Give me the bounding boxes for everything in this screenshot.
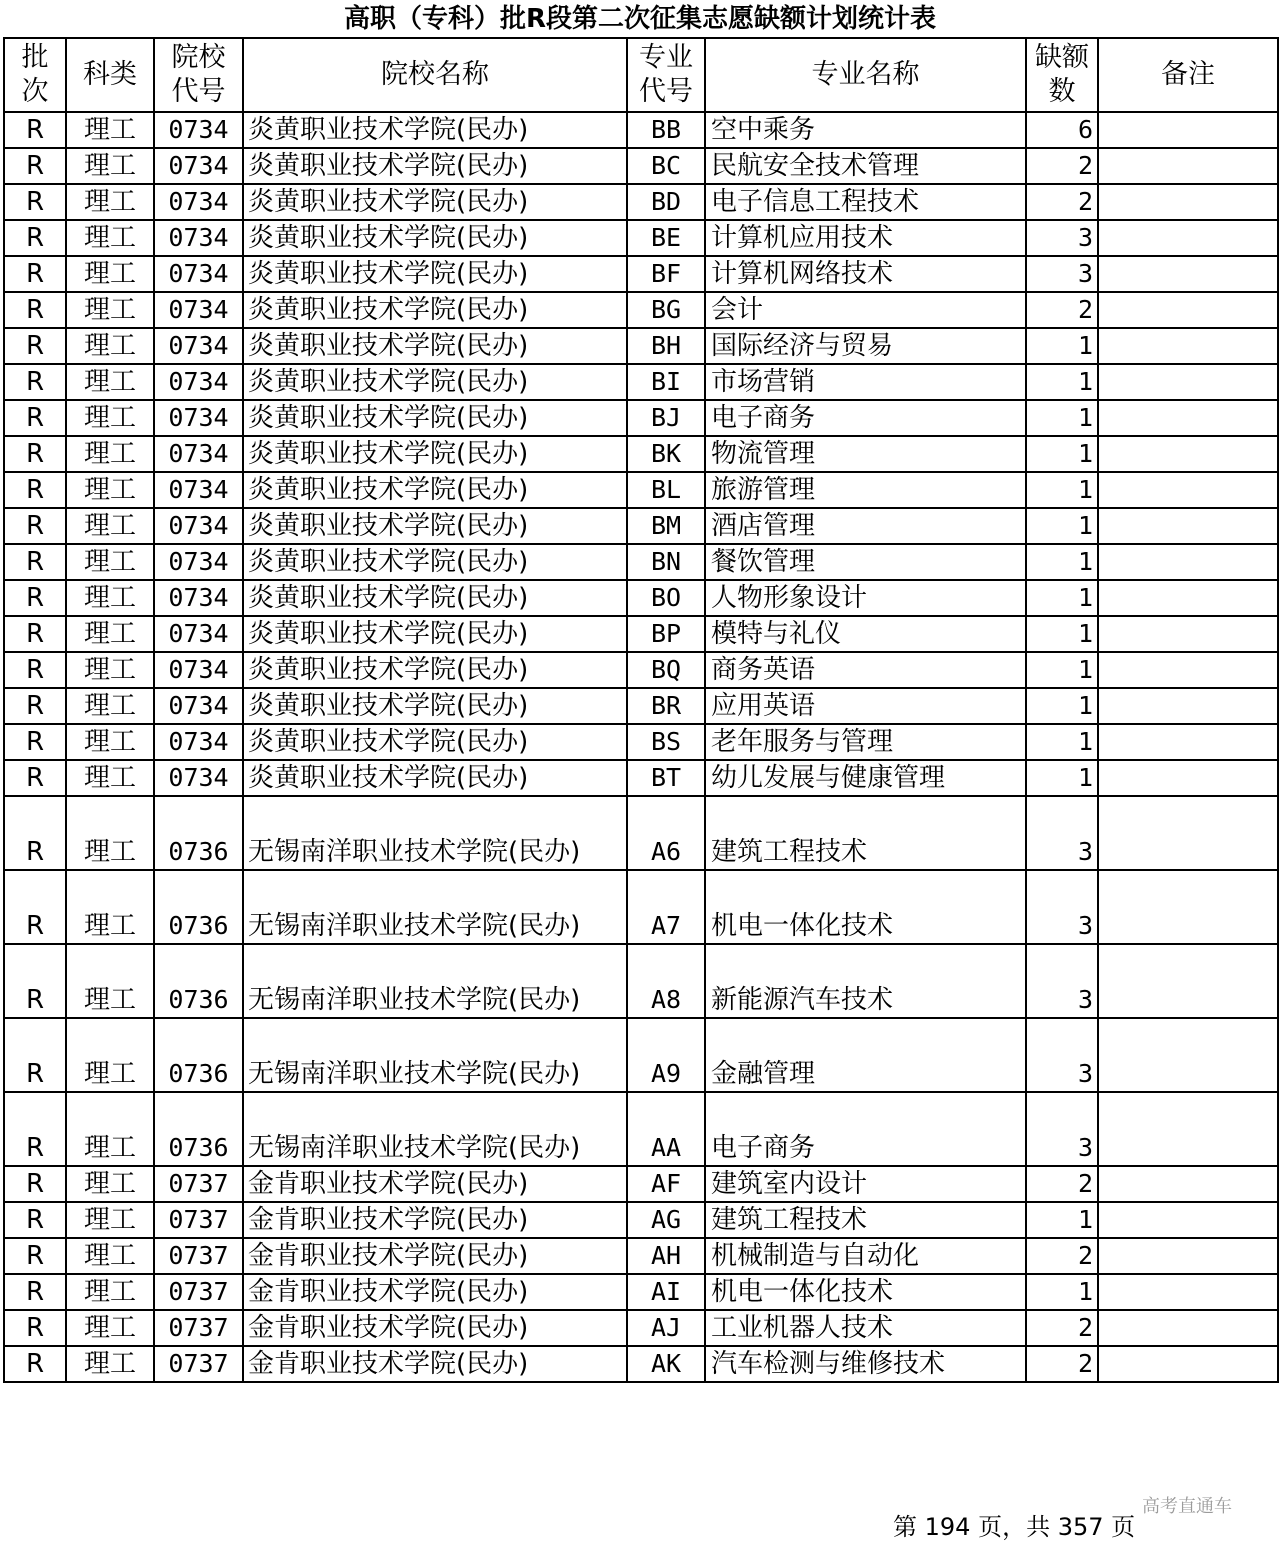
cell-major-code: A7 [627,870,705,944]
cell-remark [1098,1202,1278,1238]
cell-vacancy: 3 [1026,1092,1098,1166]
cell-vacancy: 3 [1026,796,1098,870]
cell-category: 理工 [66,1238,154,1274]
cell-major-code: BP [627,616,705,652]
table-row [4,1092,1278,1166]
cell-vacancy: 1 [1026,472,1098,508]
table-row [4,184,1278,220]
cell-major-name: 商务英语 [705,652,1026,688]
cell-vacancy: 3 [1026,256,1098,292]
cell-major-name: 餐饮管理 [705,544,1026,580]
cell-major-name: 新能源汽车技术 [705,944,1026,1018]
cell-vacancy: 2 [1026,1310,1098,1346]
cell-batch: R [4,1310,66,1346]
cell-major-name: 物流管理 [705,436,1026,472]
table-row [4,148,1278,184]
cell-major-code: BO [627,580,705,616]
cell-category: 理工 [66,544,154,580]
cell-remark [1098,112,1278,148]
cell-major-name: 电子商务 [705,1092,1026,1166]
cell-major-name: 工业机器人技术 [705,1310,1026,1346]
cell-school-name: 炎黄职业技术学院(民办) [243,292,627,328]
cell-batch: R [4,652,66,688]
cell-batch: R [4,292,66,328]
cell-category: 理工 [66,472,154,508]
cell-major-name: 民航安全技术管理 [705,148,1026,184]
cell-school-code: 0734 [154,544,243,580]
cell-batch: R [4,184,66,220]
cell-remark [1098,870,1278,944]
cell-category: 理工 [66,616,154,652]
cell-vacancy: 1 [1026,328,1098,364]
cell-school-name: 炎黄职业技术学院(民办) [243,220,627,256]
cell-category: 理工 [66,220,154,256]
cell-major-name: 计算机应用技术 [705,220,1026,256]
header-school-code: 院校 代号 [154,38,243,112]
cell-major-code: BJ [627,400,705,436]
header-major-name: 专业名称 [705,38,1026,112]
cell-vacancy: 3 [1026,220,1098,256]
cell-vacancy: 1 [1026,508,1098,544]
table-row [4,508,1278,544]
table-row [4,436,1278,472]
cell-school-name: 金肯职业技术学院(民办) [243,1310,627,1346]
cell-batch: R [4,1346,66,1382]
cell-category: 理工 [66,760,154,796]
cell-category: 理工 [66,944,154,1018]
cell-remark [1098,1166,1278,1202]
cell-major-code: BT [627,760,705,796]
cell-major-name: 机电一体化技术 [705,870,1026,944]
cell-remark [1098,1238,1278,1274]
cell-school-name: 炎黄职业技术学院(民办) [243,544,627,580]
cell-category: 理工 [66,112,154,148]
cell-school-code: 0734 [154,292,243,328]
cell-batch: R [4,472,66,508]
cell-remark [1098,220,1278,256]
cell-school-code: 0734 [154,724,243,760]
cell-major-name: 空中乘务 [705,112,1026,148]
cell-school-name: 无锡南洋职业技术学院(民办) [243,1018,627,1092]
cell-category: 理工 [66,1092,154,1166]
cell-school-code: 0734 [154,616,243,652]
cell-batch: R [4,580,66,616]
cell-major-code: BH [627,328,705,364]
cell-batch: R [4,796,66,870]
cell-remark [1098,616,1278,652]
cell-school-code: 0736 [154,1092,243,1166]
cell-major-code: BM [627,508,705,544]
table-row [4,1166,1278,1202]
cell-batch: R [4,870,66,944]
table-row [4,328,1278,364]
cell-batch: R [4,688,66,724]
table-row [4,292,1278,328]
cell-major-name: 建筑室内设计 [705,1166,1026,1202]
table-row [4,688,1278,724]
cell-category: 理工 [66,1274,154,1310]
cell-major-name: 市场营销 [705,364,1026,400]
cell-batch: R [4,112,66,148]
cell-major-code: AJ [627,1310,705,1346]
cell-category: 理工 [66,148,154,184]
cell-vacancy: 1 [1026,724,1098,760]
cell-major-code: BR [627,688,705,724]
cell-major-name: 建筑工程技术 [705,796,1026,870]
cell-remark [1098,1310,1278,1346]
cell-major-code: BE [627,220,705,256]
cell-school-name: 炎黄职业技术学院(民办) [243,436,627,472]
page-footer: 第 194 页，共 357 页 [893,1513,1136,1541]
cell-school-name: 炎黄职业技术学院(民办) [243,580,627,616]
cell-vacancy: 6 [1026,112,1098,148]
cell-remark [1098,256,1278,292]
cell-school-name: 炎黄职业技术学院(民办) [243,400,627,436]
table-row [4,616,1278,652]
cell-school-name: 金肯职业技术学院(民办) [243,1166,627,1202]
cell-school-name: 炎黄职业技术学院(民办) [243,724,627,760]
cell-school-code: 0734 [154,688,243,724]
cell-category: 理工 [66,328,154,364]
cell-major-code: AG [627,1202,705,1238]
cell-major-code: BD [627,184,705,220]
cell-vacancy: 1 [1026,580,1098,616]
cell-major-code: BB [627,112,705,148]
header-major-code: 专业 代号 [627,38,705,112]
cell-school-name: 炎黄职业技术学院(民办) [243,508,627,544]
cell-school-code: 0734 [154,760,243,796]
cell-school-name: 炎黄职业技术学院(民办) [243,616,627,652]
cell-school-code: 0737 [154,1346,243,1382]
cell-batch: R [4,1274,66,1310]
cell-major-code: BG [627,292,705,328]
cell-category: 理工 [66,688,154,724]
cell-vacancy: 2 [1026,292,1098,328]
cell-school-code: 0736 [154,1018,243,1092]
cell-remark [1098,508,1278,544]
cell-major-code: A6 [627,796,705,870]
cell-category: 理工 [66,184,154,220]
cell-major-code: A9 [627,1018,705,1092]
cell-school-name: 金肯职业技术学院(民办) [243,1202,627,1238]
cell-remark [1098,184,1278,220]
cell-remark [1098,796,1278,870]
cell-batch: R [4,508,66,544]
cell-major-code: AF [627,1166,705,1202]
cell-school-name: 炎黄职业技术学院(民办) [243,184,627,220]
cell-category: 理工 [66,436,154,472]
cell-batch: R [4,364,66,400]
cell-major-name: 电子信息工程技术 [705,184,1026,220]
cell-category: 理工 [66,1346,154,1382]
cell-vacancy: 1 [1026,364,1098,400]
cell-school-code: 0734 [154,652,243,688]
cell-batch: R [4,1018,66,1092]
cell-school-name: 炎黄职业技术学院(民办) [243,652,627,688]
cell-batch: R [4,1166,66,1202]
header-school-name: 院校名称 [243,38,627,112]
cell-remark [1098,1346,1278,1382]
cell-vacancy: 2 [1026,1166,1098,1202]
cell-remark [1098,652,1278,688]
cell-major-code: AA [627,1092,705,1166]
cell-school-code: 0734 [154,112,243,148]
table-row [4,1202,1278,1238]
cell-category: 理工 [66,1166,154,1202]
cell-vacancy: 2 [1026,148,1098,184]
cell-school-name: 无锡南洋职业技术学院(民办) [243,1092,627,1166]
cell-major-name: 人物形象设计 [705,580,1026,616]
cell-major-code: BL [627,472,705,508]
table-row [4,472,1278,508]
table-row [4,760,1278,796]
table-row [4,1238,1278,1274]
cell-major-code: BN [627,544,705,580]
table-row [4,1346,1278,1382]
cell-remark [1098,1092,1278,1166]
cell-major-name: 旅游管理 [705,472,1026,508]
cell-school-code: 0736 [154,944,243,1018]
cell-category: 理工 [66,364,154,400]
table-row [4,220,1278,256]
cell-school-name: 炎黄职业技术学院(民办) [243,256,627,292]
vacancy-table [3,37,1279,1383]
cell-school-name: 炎黄职业技术学院(民办) [243,148,627,184]
cell-vacancy: 3 [1026,944,1098,1018]
cell-vacancy: 1 [1026,688,1098,724]
cell-school-name: 炎黄职业技术学院(民办) [243,364,627,400]
cell-remark [1098,328,1278,364]
table-row [4,870,1278,944]
cell-vacancy: 3 [1026,870,1098,944]
cell-school-code: 0736 [154,870,243,944]
table-row [4,1274,1278,1310]
watermark-text: 高考直通车 [1142,1496,1232,1517]
cell-batch: R [4,328,66,364]
cell-major-name: 机电一体化技术 [705,1274,1026,1310]
header-batch: 批 次 [4,38,66,112]
cell-vacancy: 1 [1026,760,1098,796]
table-row [4,256,1278,292]
cell-batch: R [4,436,66,472]
cell-batch: R [4,944,66,1018]
table-row [4,1310,1278,1346]
cell-school-code: 0734 [154,400,243,436]
cell-vacancy: 2 [1026,1238,1098,1274]
cell-school-name: 炎黄职业技术学院(民办) [243,328,627,364]
cell-vacancy: 1 [1026,616,1098,652]
cell-remark [1098,580,1278,616]
cell-major-code: AI [627,1274,705,1310]
cell-school-name: 炎黄职业技术学院(民办) [243,688,627,724]
cell-major-name: 金融管理 [705,1018,1026,1092]
cell-major-name: 电子商务 [705,400,1026,436]
cell-batch: R [4,256,66,292]
cell-school-code: 0736 [154,796,243,870]
cell-batch: R [4,1238,66,1274]
cell-category: 理工 [66,256,154,292]
table-row [4,580,1278,616]
table-row [4,944,1278,1018]
cell-school-name: 炎黄职业技术学院(民办) [243,472,627,508]
cell-major-code: BC [627,148,705,184]
cell-vacancy: 1 [1026,544,1098,580]
table-row [4,1018,1278,1092]
header-vacancy: 缺额 数 [1026,38,1098,112]
cell-school-name: 金肯职业技术学院(民办) [243,1274,627,1310]
cell-school-name: 无锡南洋职业技术学院(民办) [243,944,627,1018]
cell-category: 理工 [66,1202,154,1238]
cell-category: 理工 [66,724,154,760]
cell-school-name: 无锡南洋职业技术学院(民办) [243,796,627,870]
cell-category: 理工 [66,796,154,870]
cell-major-name: 酒店管理 [705,508,1026,544]
cell-school-code: 0737 [154,1310,243,1346]
cell-remark [1098,436,1278,472]
cell-major-name: 老年服务与管理 [705,724,1026,760]
cell-major-code: BS [627,724,705,760]
table-row [4,544,1278,580]
table-row [4,796,1278,870]
cell-major-name: 会计 [705,292,1026,328]
cell-school-code: 0734 [154,364,243,400]
page-title: 高职（专科）批R段第二次征集志愿缺额计划统计表 [343,4,937,34]
table-row [4,652,1278,688]
table-header-row [4,38,1278,112]
cell-batch: R [4,724,66,760]
cell-vacancy: 1 [1026,652,1098,688]
cell-remark [1098,544,1278,580]
cell-major-code: AK [627,1346,705,1382]
table-row [4,364,1278,400]
cell-school-code: 0737 [154,1238,243,1274]
cell-remark [1098,400,1278,436]
cell-school-name: 炎黄职业技术学院(民办) [243,760,627,796]
table-row [4,724,1278,760]
cell-major-name: 应用英语 [705,688,1026,724]
cell-school-code: 0734 [154,328,243,364]
cell-category: 理工 [66,400,154,436]
cell-school-code: 0737 [154,1202,243,1238]
header-category: 科类 [66,38,154,112]
cell-school-code: 0734 [154,436,243,472]
cell-category: 理工 [66,508,154,544]
cell-major-code: A8 [627,944,705,1018]
cell-vacancy: 1 [1026,436,1098,472]
cell-vacancy: 2 [1026,1346,1098,1382]
cell-vacancy: 3 [1026,1018,1098,1092]
cell-school-name: 无锡南洋职业技术学院(民办) [243,870,627,944]
cell-category: 理工 [66,1310,154,1346]
cell-school-code: 0734 [154,220,243,256]
cell-school-code: 0734 [154,472,243,508]
cell-major-name: 汽车检测与维修技术 [705,1346,1026,1382]
cell-remark [1098,472,1278,508]
cell-school-name: 金肯职业技术学院(民办) [243,1238,627,1274]
cell-remark [1098,688,1278,724]
cell-batch: R [4,1092,66,1166]
cell-major-code: BQ [627,652,705,688]
cell-remark [1098,1274,1278,1310]
cell-school-code: 0737 [154,1166,243,1202]
cell-remark [1098,148,1278,184]
cell-remark [1098,760,1278,796]
cell-school-name: 炎黄职业技术学院(民办) [243,112,627,148]
cell-batch: R [4,1202,66,1238]
cell-major-name: 幼儿发展与健康管理 [705,760,1026,796]
cell-category: 理工 [66,1018,154,1092]
cell-school-code: 0734 [154,148,243,184]
cell-vacancy: 2 [1026,184,1098,220]
cell-batch: R [4,616,66,652]
cell-remark [1098,724,1278,760]
cell-remark [1098,1018,1278,1092]
cell-batch: R [4,760,66,796]
cell-major-code: BK [627,436,705,472]
cell-category: 理工 [66,652,154,688]
table-row [4,112,1278,148]
cell-school-code: 0737 [154,1274,243,1310]
cell-school-code: 0734 [154,256,243,292]
cell-school-code: 0734 [154,508,243,544]
cell-category: 理工 [66,580,154,616]
cell-school-code: 0734 [154,184,243,220]
cell-major-name: 国际经济与贸易 [705,328,1026,364]
cell-major-name: 机械制造与自动化 [705,1238,1026,1274]
cell-category: 理工 [66,870,154,944]
cell-major-code: AH [627,1238,705,1274]
cell-major-code: BI [627,364,705,400]
table-row [4,400,1278,436]
cell-batch: R [4,544,66,580]
cell-school-name: 金肯职业技术学院(民办) [243,1346,627,1382]
cell-major-name: 建筑工程技术 [705,1202,1026,1238]
cell-batch: R [4,220,66,256]
cell-batch: R [4,400,66,436]
cell-major-code: BF [627,256,705,292]
cell-major-name: 计算机网络技术 [705,256,1026,292]
cell-remark [1098,292,1278,328]
cell-major-name: 模特与礼仪 [705,616,1026,652]
cell-remark [1098,364,1278,400]
cell-vacancy: 1 [1026,400,1098,436]
cell-batch: R [4,148,66,184]
cell-vacancy: 1 [1026,1202,1098,1238]
cell-category: 理工 [66,292,154,328]
cell-remark [1098,944,1278,1018]
cell-school-code: 0734 [154,580,243,616]
header-remark: 备注 [1098,38,1278,112]
cell-vacancy: 1 [1026,1274,1098,1310]
